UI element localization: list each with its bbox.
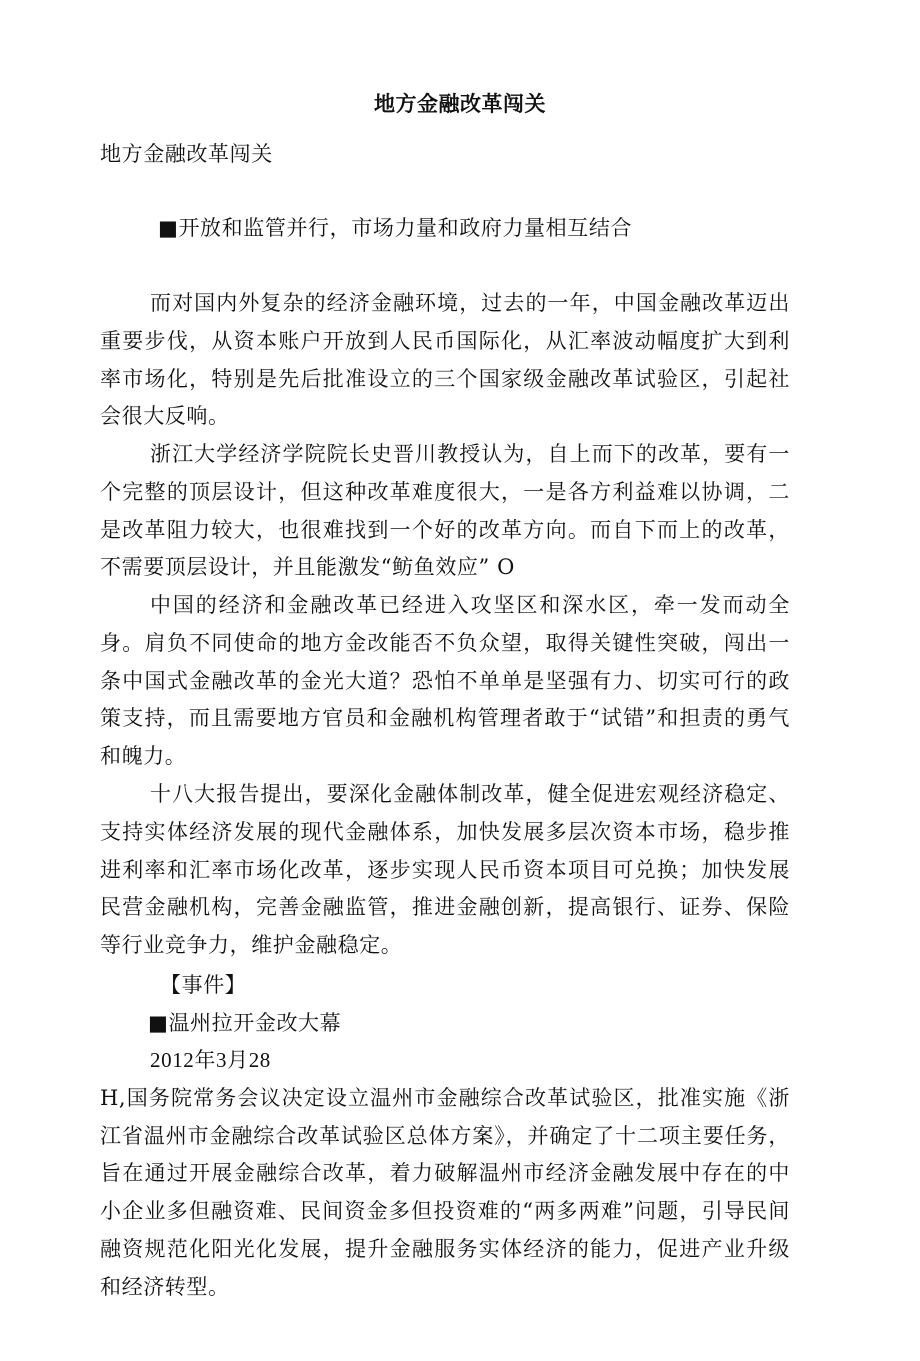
paragraph-2: 浙江大学经济学院院长史晋川教授认为，自上而下的改革，要有一个完整的顶层设计，但这种改革难度很大，一是各方利益难以协调，二是改革阻力较大，也很难找到一个好的改革方向。而自下而上的改革，不需要顶层设计，并且能激发“鲂鱼效应” O xyxy=(100,442,790,580)
paragraph-3: 中国的经济和金融改革已经进入攻坚区和深水区，牵一发而动全身。肩负不同使命的地方金改能否不负众望，取得关键性突破，闯出一条中国式金融改革的金光大道？恐怕不单单是坚强有力、切实可行的政策支持，而且需要地方官员和金融机构管理者敢于“试错”和担责的勇气和魄力。 xyxy=(100,593,790,769)
event-label: 【事件】 xyxy=(160,973,247,997)
event-text-first: H,国务院常务会议决定设立温州市金融综合改 xyxy=(100,1085,548,1110)
section-headline: ■开放和监管并行，市场力量和政府力量相互结合 xyxy=(158,216,633,240)
document-subtitle: 地方金融改革闯关 xyxy=(100,142,273,166)
event-text-rest: 革试验区，批准实施《浙江省温州市金融综合改革试验区总体方案》，并确定了十二项主要任务，旨在通过开展金融综合改革，着力破解温州市经济金融发展中存在的中小企业多但融资难、民间资金多但投资难的“两多两难”问题，引导民间融资规范化阳光化发展，提升金融服务实体经济的能力，促进产业升级和经济转型。 xyxy=(100,1085,790,1299)
document-title: 地方金融改革闯关 xyxy=(374,91,546,116)
paragraph-4: 十八大报告提出，要深化金融体制改革，健全促进宏观经济稳定、支持实体经济发展的现代金融体系，加快发展多层次资本市场，稳步推进利率和汇率市场化改革，逐步实现人民币资本项目可兑换；加快发展民营金融机构，完善金融监管，推进金融创新，提高银行、证券、保险等行业竞争力，维护金融稳定。 xyxy=(100,782,790,958)
event-paragraph xyxy=(100,1042,790,1307)
event-heading: ■温州拉开金改大幕 xyxy=(148,1011,342,1035)
paragraph-1: 而对国内外复杂的经济金融环境，过去的一年，中国金融改革迈出重要步伐，从资本账户开放到人民币国际化，从汇率波动幅度扩大到利率市场化，特别是先后批准设立的三个国家级金融改革试验区，引起社会很大反响。 xyxy=(100,291,790,429)
event-date: 2012年3月28 xyxy=(150,1048,271,1072)
